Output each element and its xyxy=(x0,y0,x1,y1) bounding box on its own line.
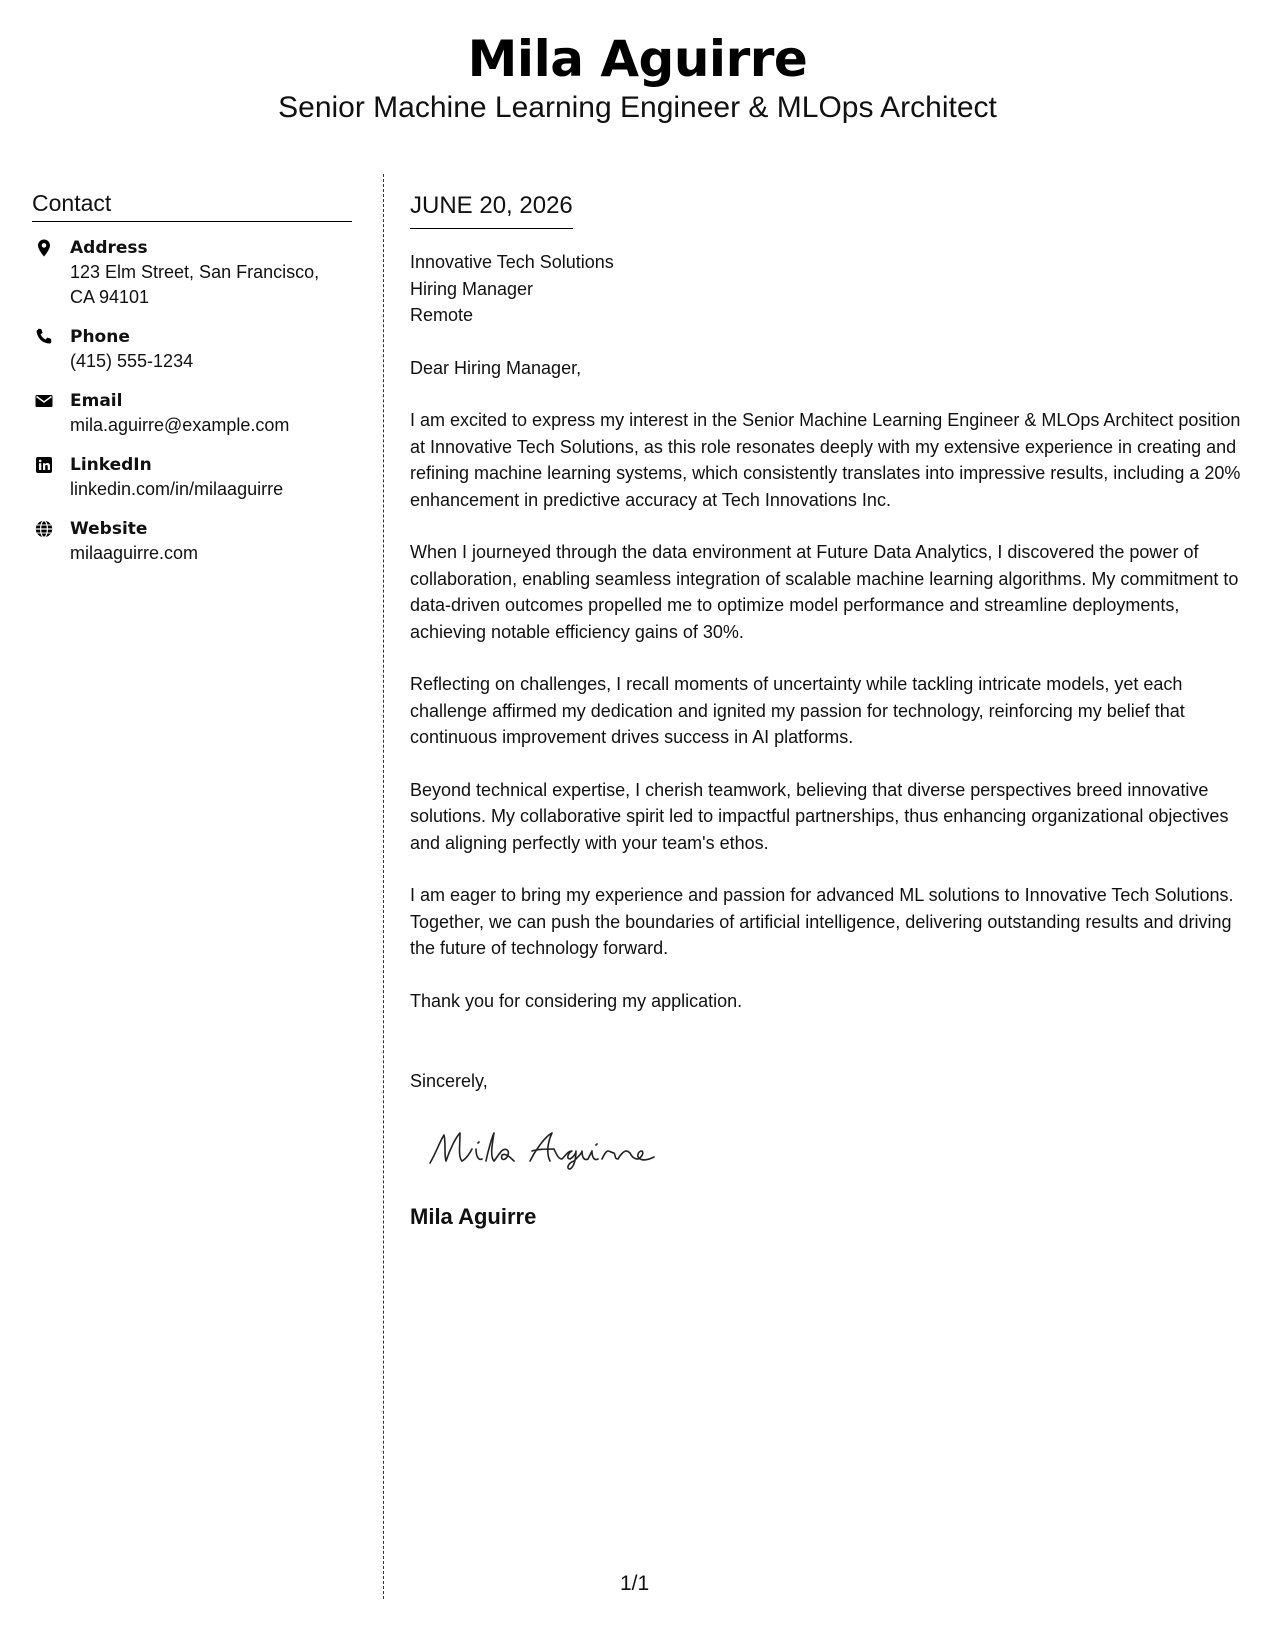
email-label: Email xyxy=(70,391,123,411)
address-line-2: CA 94101 xyxy=(70,287,150,307)
contact-address xyxy=(32,236,352,310)
recipient-block xyxy=(410,249,1245,329)
phone-value: (415) 555-1234 xyxy=(70,351,194,371)
paragraph: I am excited to express my interest in the Senior Machine Learning Engineer & MLOps Architect position at Innovative Tech Solutions, as this role resonates deeply with my extensive experience in creating and refining machine learning systems, which consistently translates into impressive results, including a 20% enhancement in predictive accuracy at Tech Innovations Inc. xyxy=(410,410,1241,510)
address-line-1: 123 Elm Street, San Francisco, xyxy=(70,262,320,282)
salutation: Dear Hiring Manager, xyxy=(410,357,582,378)
linkedin-value: linkedin.com/in/milaaguirre xyxy=(70,479,284,499)
location-pin-icon xyxy=(34,238,54,258)
phone-label: Phone xyxy=(70,327,130,347)
contact-website xyxy=(32,517,352,566)
contact-linkedin xyxy=(32,453,352,502)
signed-name: Mila Aguirre xyxy=(410,1203,537,1229)
recipient-location: Remote xyxy=(410,305,474,325)
phone-icon xyxy=(34,327,54,347)
closing: Sincerely, xyxy=(410,1071,488,1091)
contact-heading: Contact xyxy=(32,188,352,222)
website-label: Website xyxy=(70,519,148,539)
column-divider xyxy=(383,174,384,1599)
recipient-title: Hiring Manager xyxy=(410,278,534,299)
applicant-role: Senior Machine Learning Engineer & MLOps Architect xyxy=(278,91,997,124)
paragraph: Beyond technical expertise, I cherish teamwork, believing that diverse perspectives breed innovative solutions. My collaborative spirit led to impactful partnerships, thus enhancing organizational objectives and aligning perfectly with your team's ethos. xyxy=(410,779,1229,853)
letter-date: JUNE 20, 2026 xyxy=(410,190,573,229)
contact-email xyxy=(32,389,352,438)
handwritten-signature xyxy=(426,1123,666,1173)
letter-paragraphs xyxy=(410,407,1245,1014)
globe-icon xyxy=(34,519,54,539)
envelope-icon xyxy=(34,391,54,411)
paragraph: When I journeyed through the data environment at Future Data Analytics, I discovered the power of collaboration, enabling seamless integration of scalable machine learning algorithms. My commitment to data-driven outcomes propelled me to optimize model performance and streamline deployments, achieving notable efficiency gains of 30%. xyxy=(410,542,1239,642)
contact-phone xyxy=(32,325,352,374)
paragraph: I am eager to bring my experience and passion for advanced ML solutions to Innovative Tech Solutions. Together, we can push the boundaries of artificial intelligence, delivering outstanding results and driving the future of technology forward. xyxy=(410,885,1234,958)
paragraph: Thank you for considering my application. xyxy=(410,990,743,1011)
page-number: 1/1 xyxy=(620,1572,650,1595)
letter-body xyxy=(410,190,1245,1231)
linkedin-label: LinkedIn xyxy=(70,455,152,475)
address-label: Address xyxy=(70,238,148,258)
applicant-name: Mila Aguirre xyxy=(467,30,808,88)
email-value: mila.aguirre@example.com xyxy=(70,415,290,435)
website-value: milaaguirre.com xyxy=(70,543,199,563)
contact-sidebar xyxy=(32,188,352,581)
linkedin-icon xyxy=(34,455,54,475)
document-header xyxy=(0,28,1275,126)
paragraph: Reflecting on challenges, I recall moments of uncertainty while tackling intricate models, yet each challenge affirmed my dedication and ignited my passion for technology, reinforcing my belief that continuous improvement drives success in AI platforms. xyxy=(410,674,1185,747)
recipient-company: Innovative Tech Solutions xyxy=(410,252,614,272)
